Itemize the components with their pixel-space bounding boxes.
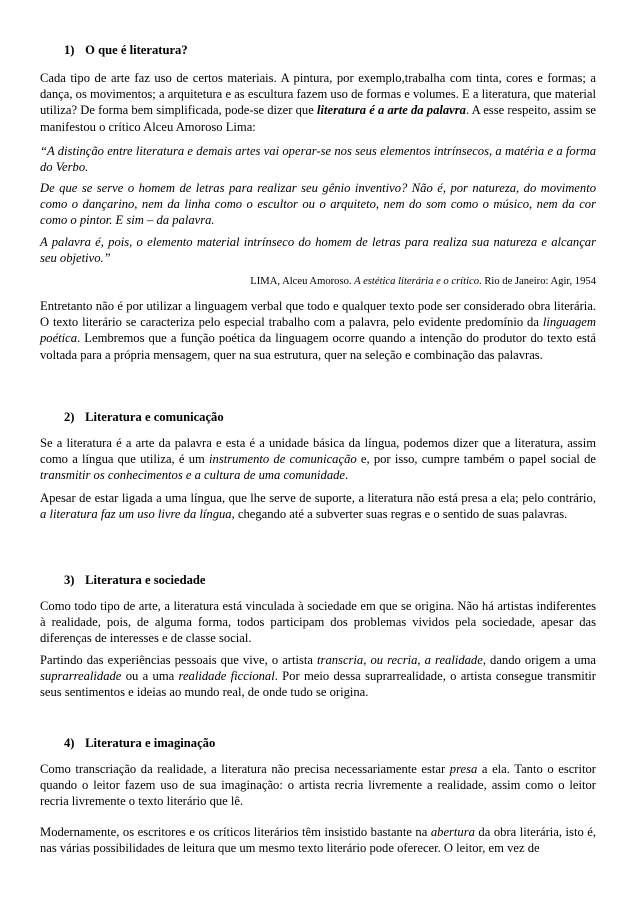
section-4-title: Literatura e imaginação	[85, 736, 216, 750]
section-1-paragraph-1	[40, 70, 596, 135]
section-2-paragraph-2	[40, 490, 596, 522]
emphasis-text: instrumento de comunicação	[209, 452, 357, 467]
citation-title: A estética literária e o crítico	[354, 276, 480, 287]
section-3-heading	[64, 572, 205, 588]
section-2-title: Literatura e comunicação	[85, 410, 224, 424]
body-text: Cada tipo de arte faz uso de certos materiais. A pintura, por exemplo,trabalha com tinta, cores e formas; a dança, os movimentos; a arquitetura e as escultura fazem uso de formas e volumes. E a literatura, que material utiliza? De forma bem simplificada, pode-se dizer que	[40, 71, 596, 118]
body-text: Apesar de estar ligada a uma língua, que lhe serve de suporte, a literatura não está presa a ela; pelo contrário,	[40, 491, 596, 505]
body-text: .	[345, 468, 349, 483]
body-text: Partindo das experiências pessoais que vive, o artista	[40, 653, 318, 667]
body-text: ou a uma	[121, 669, 179, 684]
section-4-heading	[64, 735, 215, 751]
section-2-number: 2)	[64, 410, 75, 424]
citation-publisher: . Rio de Janeiro: Agir, 1954	[479, 276, 596, 287]
emphasis-text: suprarrealidade	[40, 669, 122, 684]
body-text: . Por meio dessa suprarrealidade, o artista consegue transmitir seus sentimentos e ideias ao mundo real, de onde tudo se origina.	[40, 669, 596, 700]
section-4-paragraph-1	[40, 761, 596, 810]
section-1-quote-3: A palavra é, pois, o elemento material intrínseco do homem de letras para realiza sua natureza e alcançar seu objetivo.”	[40, 235, 596, 266]
emphasis-text: realidade ficcional	[178, 669, 275, 684]
section-2-heading	[64, 409, 224, 425]
body-text: e, por isso, cumpre também o papel social de	[356, 452, 597, 467]
section-1-paragraph-2	[40, 298, 596, 363]
body-text: Modernamente, os escritores e os críticos literários têm insistido bastante na	[40, 825, 431, 839]
body-text: , dando origem a uma	[482, 653, 596, 667]
section-4-number: 4)	[64, 736, 75, 750]
body-text: Entretanto não é por utilizar a linguagem verbal que todo e qualquer texto pode ser considerado obra literária. O texto literário se caracteriza pelo especial trabalho com a palavra, pelo evidente predomínio da	[40, 299, 596, 330]
section-1-heading	[64, 42, 188, 58]
section-3-number: 3)	[64, 573, 75, 587]
body-text: . A esse respeito, assim se manifestou o crítico Alceu Amoroso Lima:	[40, 103, 596, 134]
body-text: a ela. Tanto o escritor quando o leitor fazem uso de sua imaginação: o artista recria livremente a realidade, assim como o leitor recria livremente o texto literário que lê.	[40, 762, 596, 809]
emphasis-text: transcria, ou recria, a realidade	[317, 653, 483, 667]
body-text: . Lembremos que a função poética da linguagem ocorre quando a intenção do produtor do texto está voltada para a própria mensagem, quer na sua estrutura, quer na seleção e combinação das palavras.	[40, 331, 596, 362]
section-1-quote-1: “A distinção entre literatura e demais artes vai operar-se nos seus elementos intrínsecos, a matéria e a forma do Verbo.	[40, 144, 596, 175]
emphasis-text: linguagem poética	[40, 315, 596, 346]
emphasis-text: transmitir os conhecimentos e a cultura de uma comunidade	[40, 468, 346, 483]
citation-author: LIMA, Alceu Amoroso.	[250, 276, 355, 287]
emphasis-text: literatura é a arte da palavra	[317, 103, 466, 118]
body-text: da obra literária, isto é, nas várias possibilidades de leitura que um mesmo texto literário pode oferecer. O leitor, em vez de	[40, 825, 596, 856]
section-4-paragraph-2	[40, 824, 596, 856]
section-1-title: O que é literatura?	[85, 43, 188, 57]
section-2-paragraph-1	[40, 435, 596, 484]
body-text: , chegando até a subverter suas regras e o sentido de suas palavras.	[231, 507, 568, 522]
section-1-quote-2: De que se serve o homem de letras para realizar seu gênio inventivo? Não é, por natureza, do movimento como o dançarino, nem da linha como o escultor ou o arquiteto, nem do som como o músico, nem da cor como o pintor. E sim – da palavra.	[40, 181, 596, 228]
section-3-paragraph-2	[40, 652, 596, 701]
section-3-paragraph-1	[40, 598, 596, 647]
body-text: Como transcriação da realidade, a literatura não precisa necessariamente estar	[40, 762, 450, 776]
emphasis-text: abertura	[430, 825, 475, 839]
body-text: Se a literatura é a arte da palavra e esta é a unidade básica da língua, podemos dizer que a literatura, assim como a língua que utiliza, é um	[40, 436, 596, 467]
section-3-title: Literatura e sociedade	[85, 573, 206, 587]
emphasis-text: a literatura faz um uso livre da língua	[40, 507, 232, 522]
section-1-number: 1)	[64, 43, 75, 57]
section-1-citation	[250, 274, 596, 290]
emphasis-text: presa	[449, 762, 478, 776]
body-text: Como todo tipo de arte, a literatura está vinculada à sociedade em que se origina. Não há artistas indiferentes à realidade, pois, de alguma forma, todos participam dos problemas vividos pela sociedade, apesar das diferenças de interesses e de classe social.	[40, 599, 596, 646]
